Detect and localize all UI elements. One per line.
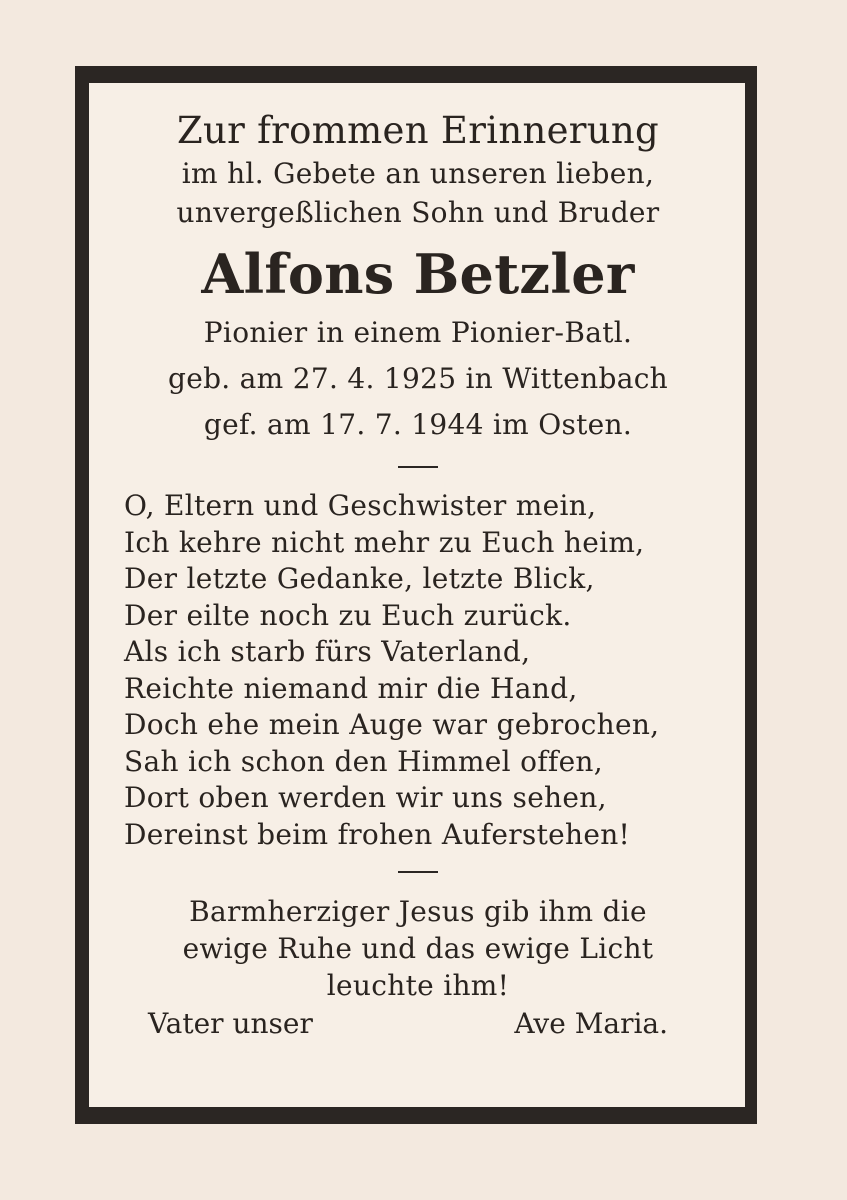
poem-line: Der eilte noch zu Euch zurück.	[124, 598, 572, 632]
intro-line-1: im hl. Gebete an unseren lieben,	[181, 157, 655, 190]
death-line: gef. am 17. 7. 1944 im Osten.	[203, 408, 633, 441]
poem-line: Dort oben werden wir uns sehen,	[124, 781, 607, 814]
poem-line: Dereinst beim frohen Auferstehen!	[124, 817, 631, 851]
card-content	[98, 108, 738, 1044]
intro-line-2: unvergeßlichen Sohn und Bruder	[176, 196, 660, 229]
prayer-line-1: Barmherziger Jesus gib ihm die	[189, 895, 647, 928]
closing-left: Vater unser	[148, 1007, 313, 1040]
deceased-name: Alfons Betzler	[201, 242, 635, 306]
poem-line: Doch ehe mein Auge war gebrochen,	[124, 708, 660, 741]
heading: Zur frommen Erinnerung	[176, 109, 660, 152]
closing-right: Ave Maria.	[514, 1007, 668, 1040]
poem-line: O, Eltern und Geschwister mein,	[124, 489, 597, 522]
poem-line: Der letzte Gedanke, letzte Blick,	[124, 562, 595, 595]
prayer-line-3: leuchte ihm!	[326, 969, 510, 1002]
birth-line: geb. am 27. 4. 1925 in Wittenbach	[167, 362, 669, 395]
poem-line: Als ich starb fürs Vaterland,	[124, 635, 531, 668]
poem-line: Ich kehre nicht mehr zu Euch heim,	[124, 525, 645, 559]
rank-line: Pionier in einem Pionier-Batl.	[203, 316, 633, 349]
poem	[98, 488, 738, 853]
divider-2	[398, 871, 438, 873]
closing-prayers	[98, 1004, 738, 1044]
poem-line: Sah ich schon den Himmel offen,	[124, 744, 603, 778]
divider-1	[398, 466, 438, 468]
prayer-line-2: ewige Ruhe und das ewige Licht	[182, 932, 654, 965]
poem-line: Reichte niemand mir die Hand,	[124, 671, 578, 705]
